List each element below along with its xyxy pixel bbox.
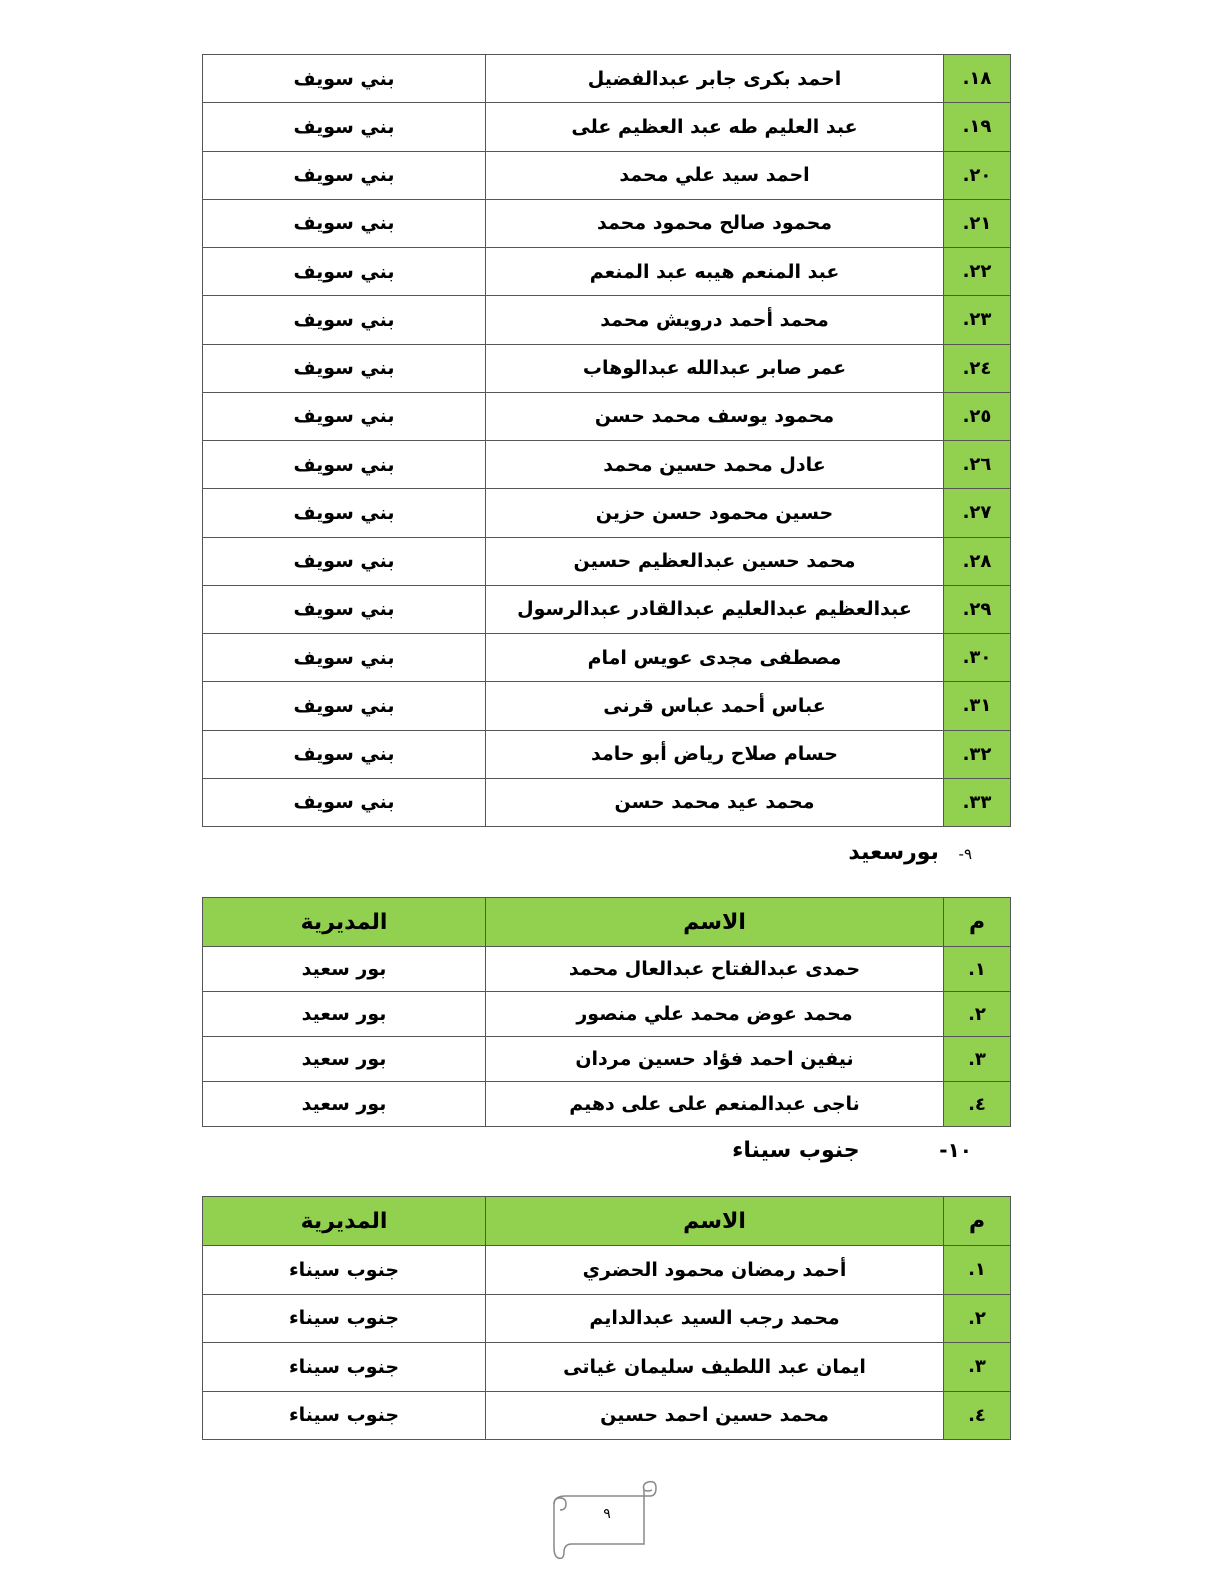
header-directorate: المديرية [203, 1197, 486, 1246]
row-directorate: جنوب سيناء [203, 1294, 486, 1343]
row-directorate: جنوب سيناء [203, 1391, 486, 1440]
row-number: ٢٢. [944, 248, 1011, 296]
table-row [203, 392, 1011, 440]
header-number: م [944, 898, 1011, 947]
table-south-sinai [202, 1196, 1011, 1440]
table-row [203, 1037, 1011, 1082]
row-name: محمد حسين عبدالعظيم حسين [486, 537, 944, 585]
row-directorate: بني سويف [203, 344, 486, 392]
row-number: ٢٦. [944, 441, 1011, 489]
row-directorate: بني سويف [203, 248, 486, 296]
table-row [203, 489, 1011, 537]
table-header-row [203, 898, 1011, 947]
row-name: حمدى عبدالفتاح عبدالعال محمد [486, 947, 944, 992]
table-row [203, 55, 1011, 103]
section-number: ٩- [958, 845, 972, 863]
page-number: ٩ [603, 1506, 611, 1522]
header-number: م [944, 1197, 1011, 1246]
row-number: ٣. [944, 1037, 1011, 1082]
row-directorate: بني سويف [203, 778, 486, 826]
row-directorate: بور سعيد [203, 992, 486, 1037]
table-beni-suef-continued [202, 54, 1011, 827]
row-number: ٢. [944, 992, 1011, 1037]
row-name: محمد رجب السيد عبدالدايم [486, 1294, 944, 1343]
row-number: ٢٥. [944, 392, 1011, 440]
table-row [203, 248, 1011, 296]
row-name: عباس أحمد عباس قرنى [486, 682, 944, 730]
row-number: ١٨. [944, 55, 1011, 103]
row-directorate: جنوب سيناء [203, 1343, 486, 1392]
row-name: حسام صلاح رياض أبو حامد [486, 730, 944, 778]
row-directorate: بني سويف [203, 585, 486, 633]
table-row [203, 1343, 1011, 1392]
row-number: ٤. [944, 1391, 1011, 1440]
row-number: ٢٧. [944, 489, 1011, 537]
table-row [203, 585, 1011, 633]
row-number: ٢٠. [944, 151, 1011, 199]
table-row [203, 344, 1011, 392]
row-number: ٤. [944, 1082, 1011, 1127]
row-number: ٣٣. [944, 778, 1011, 826]
row-directorate: جنوب سيناء [203, 1246, 486, 1295]
row-number: ٢. [944, 1294, 1011, 1343]
table-row [203, 1246, 1011, 1295]
table-row [203, 947, 1011, 992]
row-directorate: بني سويف [203, 634, 486, 682]
row-name: محمد أحمد درويش محمد [486, 296, 944, 344]
row-number: ٣٢. [944, 730, 1011, 778]
row-name: نيفين احمد فؤاد حسين مردان [486, 1037, 944, 1082]
row-name: محمود صالح محمود محمد [486, 199, 944, 247]
table-row [203, 199, 1011, 247]
row-name: حسين محمود حسن حزين [486, 489, 944, 537]
table-row [203, 682, 1011, 730]
row-directorate: بني سويف [203, 199, 486, 247]
row-number: ٢١. [944, 199, 1011, 247]
table-row [203, 778, 1011, 826]
table-port-said [202, 897, 1011, 1127]
row-name: عبد العليم طه عبد العظيم على [486, 103, 944, 151]
row-name: مصطفى مجدى عويس امام [486, 634, 944, 682]
header-name: الاسم [486, 1197, 944, 1246]
row-name: محمد عيد محمد حسن [486, 778, 944, 826]
row-name: احمد سيد علي محمد [486, 151, 944, 199]
page-number-scroll [552, 1478, 662, 1560]
row-name: عبد المنعم هيبه عبد المنعم [486, 248, 944, 296]
row-name: ناجى عبدالمنعم على على دهيم [486, 1082, 944, 1127]
row-directorate: بني سويف [203, 682, 486, 730]
row-directorate: بور سعيد [203, 1037, 486, 1082]
row-directorate: بني سويف [203, 537, 486, 585]
row-directorate: بني سويف [203, 489, 486, 537]
row-number: ١. [944, 947, 1011, 992]
table-row [203, 537, 1011, 585]
row-number: ٢٣. [944, 296, 1011, 344]
table-row [203, 730, 1011, 778]
row-number: ١٩. [944, 103, 1011, 151]
row-number: ٢٩. [944, 585, 1011, 633]
row-number: ٣١. [944, 682, 1011, 730]
section-heading-port-said [848, 840, 972, 865]
table-row [203, 441, 1011, 489]
row-directorate: بور سعيد [203, 947, 486, 992]
row-number: ١. [944, 1246, 1011, 1295]
row-name: محمود يوسف محمد حسن [486, 392, 944, 440]
row-directorate: بني سويف [203, 441, 486, 489]
section-heading-south-sinai [732, 1138, 972, 1163]
table-row [203, 296, 1011, 344]
section-title: جنوب سيناء [732, 1138, 860, 1163]
row-directorate: بني سويف [203, 151, 486, 199]
row-name: محمد عوض محمد علي منصور [486, 992, 944, 1037]
row-name: أحمد رمضان محمود الحضري [486, 1246, 944, 1295]
table-row [203, 1391, 1011, 1440]
section-title: بورسعيد [848, 840, 939, 865]
row-directorate: بني سويف [203, 296, 486, 344]
table-row [203, 992, 1011, 1037]
row-name: ايمان عبد اللطيف سليمان غياتى [486, 1343, 944, 1392]
row-name: عبدالعظيم عبدالعليم عبدالقادر عبدالرسول [486, 585, 944, 633]
row-directorate: بور سعيد [203, 1082, 486, 1127]
row-directorate: بني سويف [203, 730, 486, 778]
header-directorate: المديرية [203, 898, 486, 947]
section-number: ١٠- [939, 1138, 972, 1162]
row-number: ٣. [944, 1343, 1011, 1392]
table-header-row [203, 1197, 1011, 1246]
row-name: عادل محمد حسين محمد [486, 441, 944, 489]
row-number: ٢٨. [944, 537, 1011, 585]
table-row [203, 103, 1011, 151]
row-name: احمد بكرى جابر عبدالفضيل [486, 55, 944, 103]
row-directorate: بني سويف [203, 103, 486, 151]
table-row [203, 1294, 1011, 1343]
table-row [203, 1082, 1011, 1127]
table-row [203, 151, 1011, 199]
header-name: الاسم [486, 898, 944, 947]
row-directorate: بني سويف [203, 392, 486, 440]
row-number: ٢٤. [944, 344, 1011, 392]
row-number: ٣٠. [944, 634, 1011, 682]
row-directorate: بني سويف [203, 55, 486, 103]
row-name: محمد حسين احمد حسين [486, 1391, 944, 1440]
row-name: عمر صابر عبدالله عبدالوهاب [486, 344, 944, 392]
table-row [203, 634, 1011, 682]
